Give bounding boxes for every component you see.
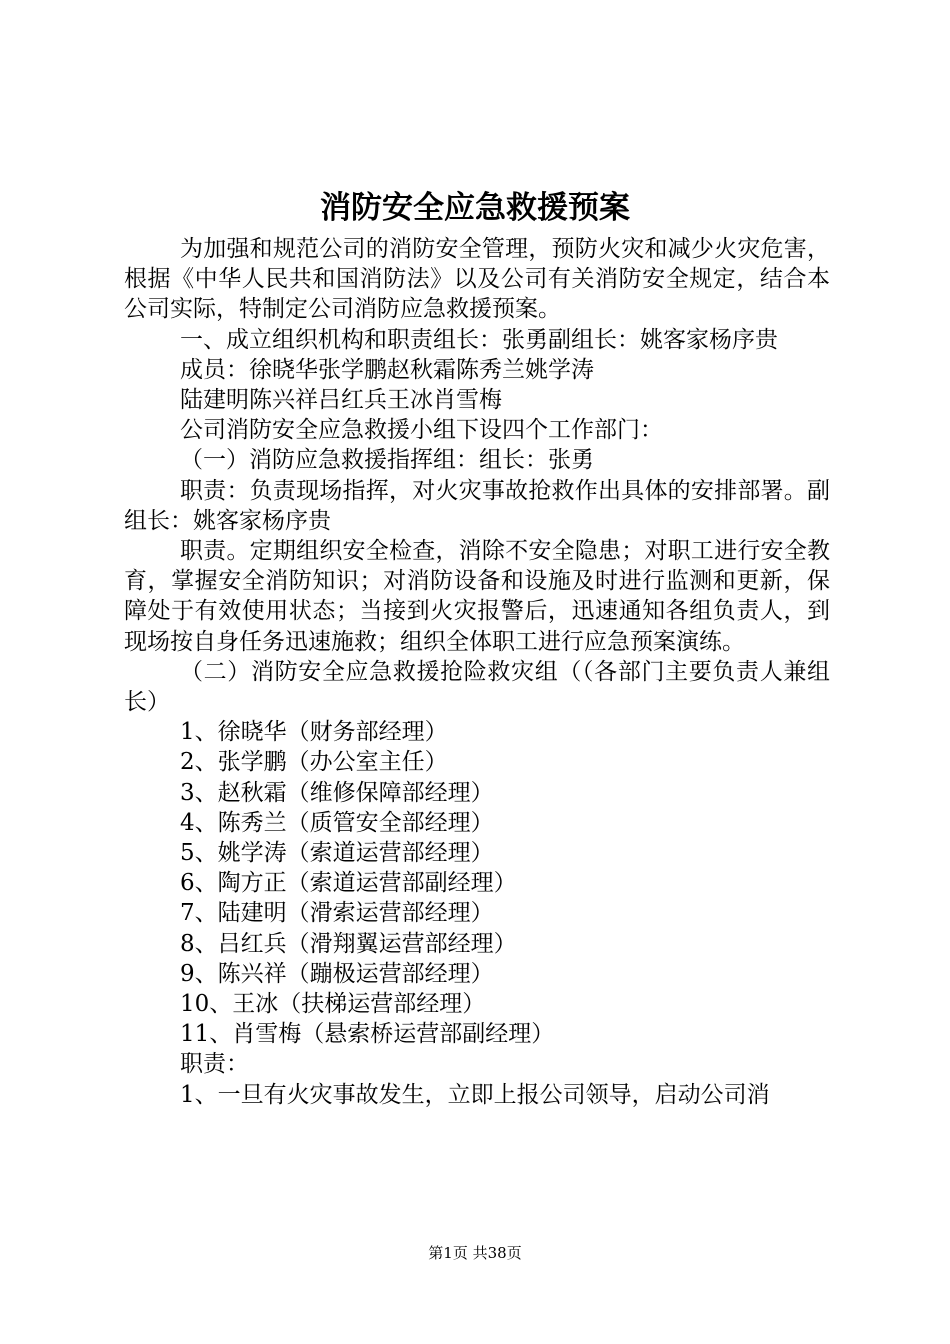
list-item: 6、陶方正（索道运营部副经理） — [180, 870, 517, 897]
command-group-heading: （一）消防应急救援指挥组：组长：张勇 — [180, 447, 594, 474]
duty-label: 职责： — [180, 1051, 249, 1078]
section-organization-heading: 一、成立组织机构和职责组长：张勇副组长：姚客家杨序贵 — [180, 326, 778, 353]
rescue-member-list — [124, 717, 830, 1049]
departments-intro: 公司消防安全应急救援小组下设四个工作部门： — [180, 417, 663, 444]
list-item: 11、肖雪梅（悬索桥运营部副经理） — [180, 1021, 555, 1048]
list-item: 1、徐晓华（财务部经理） — [180, 719, 448, 746]
deputy-duty-paragraph: 职责。定期组织安全检查，消除不安全隐患；对职工进行安全教育，掌握安全消防知识；对消防设备和设施及时进行监测和更新，保障处于有效使用状态；当接到火灾报警后，迅速通知各组负责人，到现场按自身任务迅速施救；组织全体职工进行应急预案演练。 — [124, 538, 830, 655]
members-line-1: 成员：徐晓华张学鹏赵秋霜陈秀兰姚学涛 — [180, 356, 594, 383]
command-duty-paragraph: 职责：负责现场指挥，对火灾事故抢救作出具体的安排部署。副组长：姚客家杨序贵 — [124, 477, 830, 534]
list-item: 2、张学鹏（办公室主任） — [180, 749, 448, 776]
document-title: 消防安全应急救援预案 — [320, 190, 630, 226]
list-item: 9、陈兴祥（蹦极运营部经理） — [180, 960, 494, 987]
duty-item-1: 1、一旦有火灾事故发生，立即上报公司领导，启动公司消 — [180, 1081, 770, 1108]
members-line-2: 陆建明陈兴祥吕红兵王冰肖雪梅 — [180, 387, 502, 414]
page-footer: 第1页 共38页 — [428, 1244, 522, 1262]
list-item: 7、陆建明（滑索运营部经理） — [180, 900, 494, 927]
list-item: 10、王冰（扶梯运营部经理） — [180, 991, 486, 1018]
rescue-group-heading: （二）消防安全应急救援抢险救灾组（（各部门主要负责人兼组长） — [124, 658, 830, 716]
list-item: 4、陈秀兰（质管安全部经理） — [180, 809, 494, 836]
list-item: 3、赵秋霜（维修保障部经理） — [180, 779, 494, 806]
list-item: 5、姚学涛（索道运营部经理） — [180, 840, 494, 867]
intro-paragraph: 为加强和规范公司的消防安全管理，预防火灾和减少火灾危害，根据《中华人民共和国消防法》以及公司有关消防安全规定，结合本公司实际，特制定公司消防应急救援预案。 — [124, 236, 830, 323]
document-body — [124, 234, 830, 1110]
list-item: 8、吕红兵（滑翔翼运营部经理） — [180, 930, 517, 957]
